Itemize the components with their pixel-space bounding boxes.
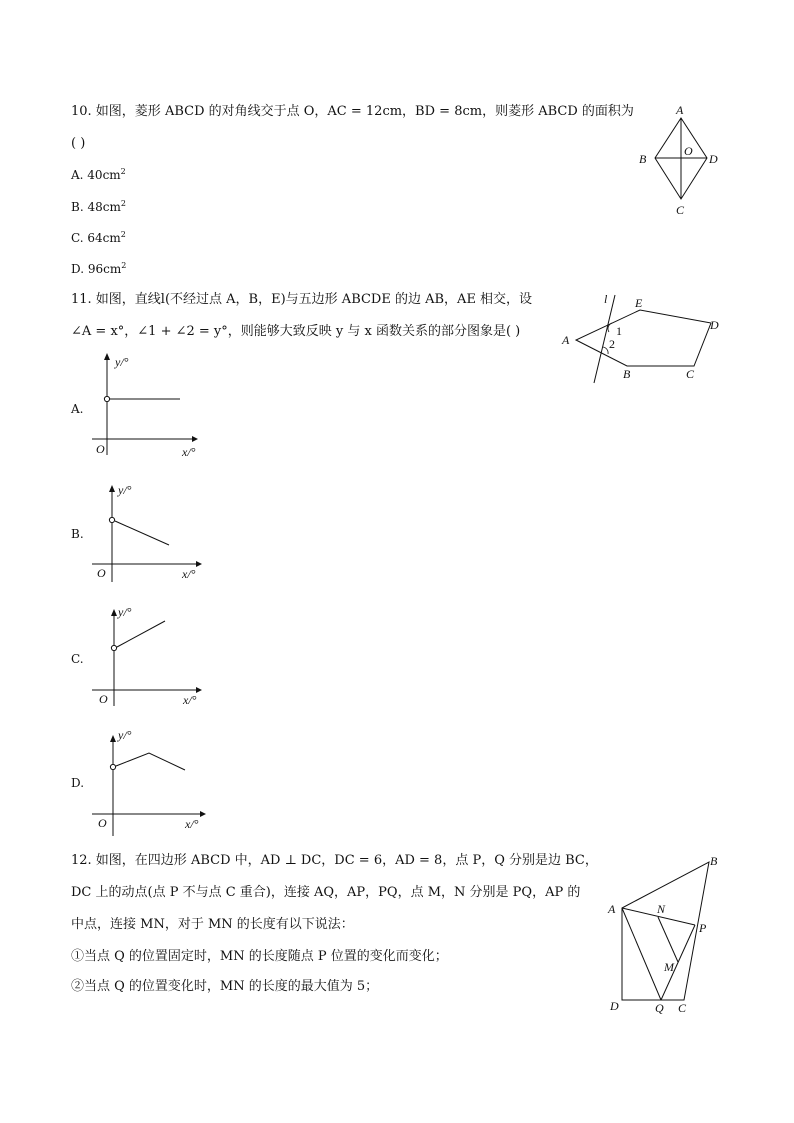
y-arrow	[110, 735, 116, 742]
origin-label: O	[96, 442, 105, 456]
x-axis-label: x/°	[185, 817, 199, 831]
label-d: D	[710, 318, 719, 332]
label-a: A	[562, 333, 570, 347]
y-axis-label: y/°	[115, 355, 129, 369]
segment-mn	[658, 917, 678, 962]
q12-line2: DC 上的动点(点 P 不与点 C 重合)，连接 AQ，AP，PQ，点 M，N 分别是 PQ，AP 的	[71, 885, 581, 900]
label-a: A	[608, 902, 616, 916]
q12-quadrilateral-figure	[600, 850, 730, 1020]
y-axis-label: y/°	[118, 728, 132, 742]
q11-pentagon-figure	[560, 290, 730, 390]
q10-option-d[interactable]: D. $96cm^2$	[71, 261, 127, 276]
label-o: O	[684, 144, 693, 158]
x-arrow	[196, 687, 202, 693]
function-line	[115, 521, 169, 545]
q12-line1: 12. 如图，在四边形 ABCD 中，AD ⊥ DC，DC = 6，AD = 8，点 P，Q 分别是边 BC，	[71, 853, 598, 868]
y-arrow	[109, 485, 115, 492]
q11-stem-line1: 11. 如图，直线l(不经过点 A，B，E)与五边形 ABCDE 的边 AB，AE 相交，设	[71, 292, 533, 307]
q10-option-b[interactable]: B. $48cm^2$	[71, 199, 126, 214]
label-2: 2	[609, 337, 615, 351]
label-d: D	[709, 152, 718, 166]
label-n: N	[657, 902, 666, 916]
label-p: P	[699, 921, 707, 935]
q10-stem: 10. 如图，菱形 ABCD 的对角线交于点 O，AC = 12cm，BD = 8cm，则菱形 ABCD 的面积为	[71, 104, 634, 119]
label-b: B	[639, 152, 647, 166]
angle-2-arc	[603, 347, 608, 354]
q11-option-d-graph[interactable]	[88, 725, 213, 835]
open-point	[109, 517, 114, 522]
label-e: E	[635, 296, 643, 310]
x-arrow	[192, 436, 198, 442]
x-axis-label: x/°	[183, 693, 197, 707]
label-l: l	[604, 292, 608, 306]
origin-label: O	[97, 566, 106, 580]
q11-option-b-graph[interactable]	[88, 478, 213, 588]
y-arrow	[104, 353, 110, 360]
open-point	[104, 396, 109, 401]
label-1: 1	[616, 324, 622, 338]
y-arrow	[111, 609, 117, 616]
function-line	[117, 621, 165, 647]
label-d: D	[610, 999, 619, 1013]
q12-line3: 中点，连接 MN，对于 MN 的长度有以下说法：	[71, 917, 354, 932]
label-c: C	[686, 367, 695, 381]
open-point	[110, 764, 115, 769]
q12-claim1: ①当点 Q 的位置固定时，MN 的长度随点 P 位置的变化而变化；	[71, 949, 448, 964]
label-q: Q	[655, 1001, 664, 1015]
q11-stem-line2: ∠A = x°，∠1 + ∠2 = y°，则能够大致反映 y 与 x 函数关系的部分图象是( )	[71, 324, 521, 339]
q11-option-a-label[interactable]: A.	[71, 402, 84, 416]
y-axis-label: y/°	[118, 605, 132, 619]
q10-option-c[interactable]: C. $64cm^2$	[71, 230, 126, 245]
y-axis-label: y/°	[118, 483, 132, 497]
label-a: A	[676, 103, 684, 117]
function-line	[116, 753, 185, 770]
pentagon-outline	[576, 310, 711, 366]
label-b: B	[710, 854, 718, 868]
label-c: C	[678, 1001, 687, 1015]
label-c: C	[676, 203, 685, 217]
q10-answer-paren: ( )	[71, 136, 86, 151]
x-arrow	[200, 811, 206, 817]
label-m: M	[664, 960, 674, 974]
x-axis-label: x/°	[182, 567, 196, 581]
q11-option-c-graph[interactable]	[88, 600, 213, 710]
segment-aq	[622, 908, 661, 1000]
x-arrow	[196, 561, 202, 567]
origin-label: O	[99, 692, 108, 706]
origin-label: O	[98, 816, 107, 830]
label-b: B	[623, 367, 631, 381]
q10-rhombus-figure	[630, 100, 730, 220]
x-axis-label: x/°	[182, 445, 196, 459]
q11-option-c-label[interactable]: C.	[71, 652, 84, 666]
q12-claim2: ②当点 Q 的位置变化时，MN 的长度的最大值为 5；	[71, 979, 379, 994]
q11-option-d-label[interactable]: D.	[71, 776, 85, 790]
quadrilateral-outline	[622, 862, 709, 1000]
q10-option-a[interactable]: A. $40cm^2$	[71, 167, 126, 182]
q11-option-b-label[interactable]: B.	[71, 527, 84, 541]
open-point	[111, 645, 116, 650]
q11-option-a-graph[interactable]	[88, 350, 208, 460]
